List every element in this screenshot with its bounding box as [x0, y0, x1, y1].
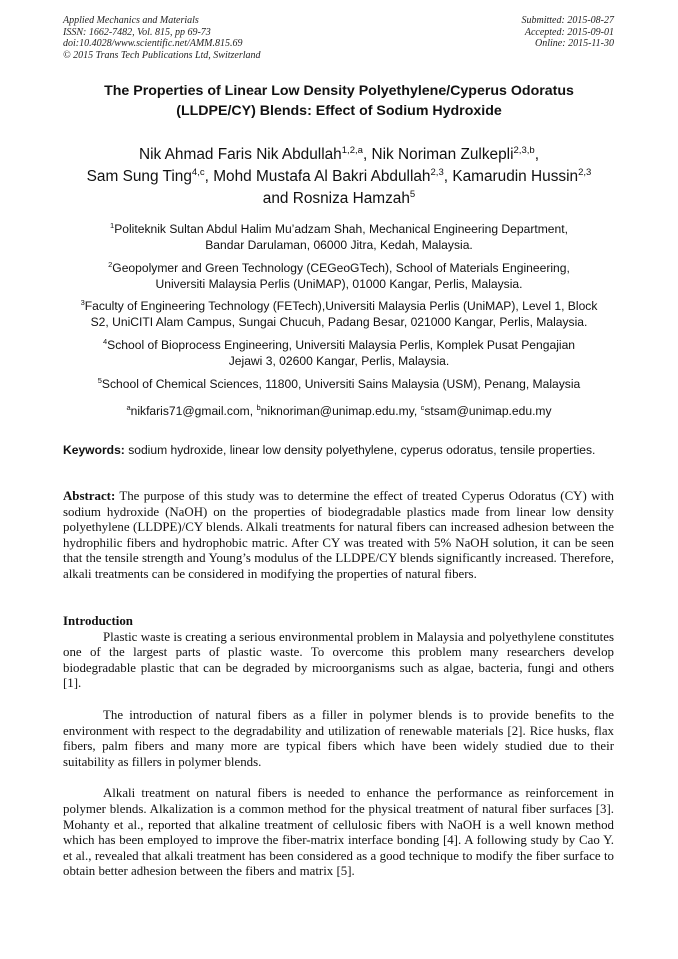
- author-affil-mark: 2,3: [430, 166, 444, 178]
- title-line: The Properties of Linear Low Density Polyethylene/Cyperus Odoratus: [104, 83, 574, 99]
- author-name: Sam Sung Ting: [86, 168, 192, 185]
- journal-doi: doi:10.4028/www.scientific.net/AMM.815.69: [63, 38, 243, 49]
- author-line: [40, 188, 638, 210]
- author-emails: [50, 404, 628, 419]
- author-separator: ,: [534, 146, 539, 163]
- keywords-text: sodium hydroxide, linear low density polyethylene, cyperus odoratus, tensile properties.: [124, 443, 596, 457]
- author-name: Nik Ahmad Faris Nik Abdullah: [139, 146, 342, 163]
- affiliation-number: 1: [110, 220, 115, 230]
- author-name: Nik Noriman Zulkepli: [371, 146, 514, 163]
- affiliation: [50, 222, 628, 253]
- affiliation-line: S2, UniCITI Alam Campus, Sungai Chucuh, Padang Besar, 021000 Kangar, Perlis, Malaysia.: [90, 314, 588, 329]
- abstract-label: Abstract:: [63, 489, 116, 503]
- email-address[interactable]: stsam@unimap.edu.my: [424, 404, 552, 418]
- author-list: [40, 144, 638, 210]
- body-paragraph: The introduction of natural fibers as a filler in polymer blends is to provide benefits to the environment with respect to the degradability and utilization of renewable materials [2]. Rice husks, flax fibers, palm fibers and many more are typical fibers which have been widely studied due to their suitability as fillers in polymer blends.: [63, 707, 614, 769]
- date-submitted: Submitted: 2015-08-27: [521, 15, 614, 26]
- dates-header: [522, 15, 615, 50]
- affiliation-line: $^5$School of Chemical Sciences, 11800, Universiti Sains Malaysia (USM), Penang, Malaysia: [97, 375, 581, 391]
- affiliation-number: 5: [97, 375, 102, 385]
- author-name: Mohd Mustafa Al Bakri Abdullah: [213, 168, 431, 185]
- author-affil-mark: 2,3,b: [513, 144, 535, 156]
- date-online: Online: 2015-11-30: [535, 38, 614, 49]
- email-mark: c: [420, 402, 425, 412]
- affiliation-line: $^4$School of Bioprocess Engineering, Universiti Malaysia Perlis, Komplek Pusat Pengajian: [102, 336, 576, 352]
- author-separator: ,: [443, 168, 453, 185]
- affiliation: [50, 377, 628, 393]
- keywords-section: [63, 443, 614, 458]
- email-mark: a: [126, 402, 131, 412]
- author-separator: ,: [362, 146, 372, 163]
- affiliation-number: 3: [80, 297, 85, 307]
- author-affil-mark: 2,3: [578, 166, 592, 178]
- author-separator: ,: [204, 168, 214, 185]
- author-affil-mark: 1,2,a: [341, 144, 363, 156]
- affiliation: [50, 261, 628, 292]
- body-paragraph: Alkali treatment on natural fibers is needed to enhance the performance as reinforcement in polymer blends. Alkalization is a common method for the physical treatment of natural fiber surfaces [3]. Mohanty et al., reported that alkaline treatment of cellulosic fibers with NaOH is a well known method which has been employed to improve the fiber-matrix interface bonding [4]. A following study by Cao Y. et al., revealed that alkali treatment has been considered as a good technique to modify the fiber surface to obtain better adhesion between the fibers and matrix [5].: [63, 786, 614, 879]
- introduction-section: [63, 614, 614, 880]
- email-mark: b: [256, 402, 261, 412]
- affiliation-line: $^2$Geopolymer and Green Technology (CEGeoGTech), School of Materials Engineering,: [108, 259, 570, 275]
- abstract-paragraph: [63, 489, 614, 583]
- abstract-section: [63, 489, 614, 583]
- author-line: [40, 166, 638, 188]
- affiliation-number: 2: [108, 259, 113, 269]
- journal-header: [63, 15, 261, 61]
- email-address[interactable]: niknoriman@unimap.edu.my,: [260, 404, 421, 418]
- author-line: [40, 144, 638, 166]
- affiliation-line: Universiti Malaysia Perlis (UniMAP), 01000 Kangar, Perlis, Malaysia.: [155, 276, 523, 291]
- keywords-label: Keywords:: [63, 443, 125, 457]
- affiliation-line: $^3$Faculty of Engineering Technology (FETech),Universiti Malaysia Perlis (UniMAP), Level 1, Block: [80, 297, 598, 313]
- affiliation: [50, 299, 628, 330]
- affiliation-line: Bandar Darulaman, 06000 Jitra, Kedah, Malaysia.: [205, 237, 473, 252]
- journal-copyright: © 2015 Trans Tech Publications Ltd, Switzerland: [63, 49, 261, 61]
- affiliation: [50, 338, 628, 369]
- author-affil-mark: 5: [409, 188, 416, 200]
- title-line: (LLDPE/CY) Blends: Effect of Sodium Hydroxide: [176, 103, 502, 119]
- affiliation-number: 4: [102, 336, 108, 346]
- date-accepted: Accepted: 2015-09-01: [524, 26, 614, 38]
- author-name: Kamarudin Hussin: [452, 168, 579, 185]
- author-affil-mark: 4,c: [191, 166, 205, 178]
- paper-title: [50, 81, 628, 121]
- journal-issn: ISSN: 1662-7482, Vol. 815, pp 69-73: [63, 26, 211, 38]
- affiliation-line: Jejawi 3, 02600 Kangar, Perlis, Malaysia.: [228, 353, 450, 368]
- author-name: and Rosniza Hamzah: [262, 190, 410, 207]
- affiliation-line: $^1$Politeknik Sultan Abdul Halim Mu’adzam Shah, Mechanical Engineering Department,: [110, 220, 568, 236]
- body-paragraph: Plastic waste is creating a serious environmental problem in Malaysia and polyethylene constitutes one of the largest parts of plastic waste. To overcome this problem many researchers develop biodegradable plastic that can be degraded by microorganisms such as algae, bacteria, fungi and others [1].: [63, 629, 614, 691]
- section-heading: Introduction: [63, 614, 133, 628]
- email-address[interactable]: nikfaris71@gmail.com,: [130, 404, 257, 418]
- abstract-text: The purpose of this study was to determine the effect of treated Cyperus Odoratus (CY) with sodium hydroxide (NaOH) on the properties of biodegradable plastics made from linear low density polyethylene (LLDPE)/CY blends. Alkali treatments for natural fibers can increased adhesion between the hydrophilic fibers and hydrophobic matric. After CY was treated with 5% NaOH solution, it can be seen that the tensile strength and Young’s modulus of the LLDPE/CY blends significantly increased. Therefore, alkali treatments can be considered in modifying the properties of natural fibers.: [63, 489, 614, 581]
- journal-name: Applied Mechanics and Materials: [63, 15, 199, 26]
